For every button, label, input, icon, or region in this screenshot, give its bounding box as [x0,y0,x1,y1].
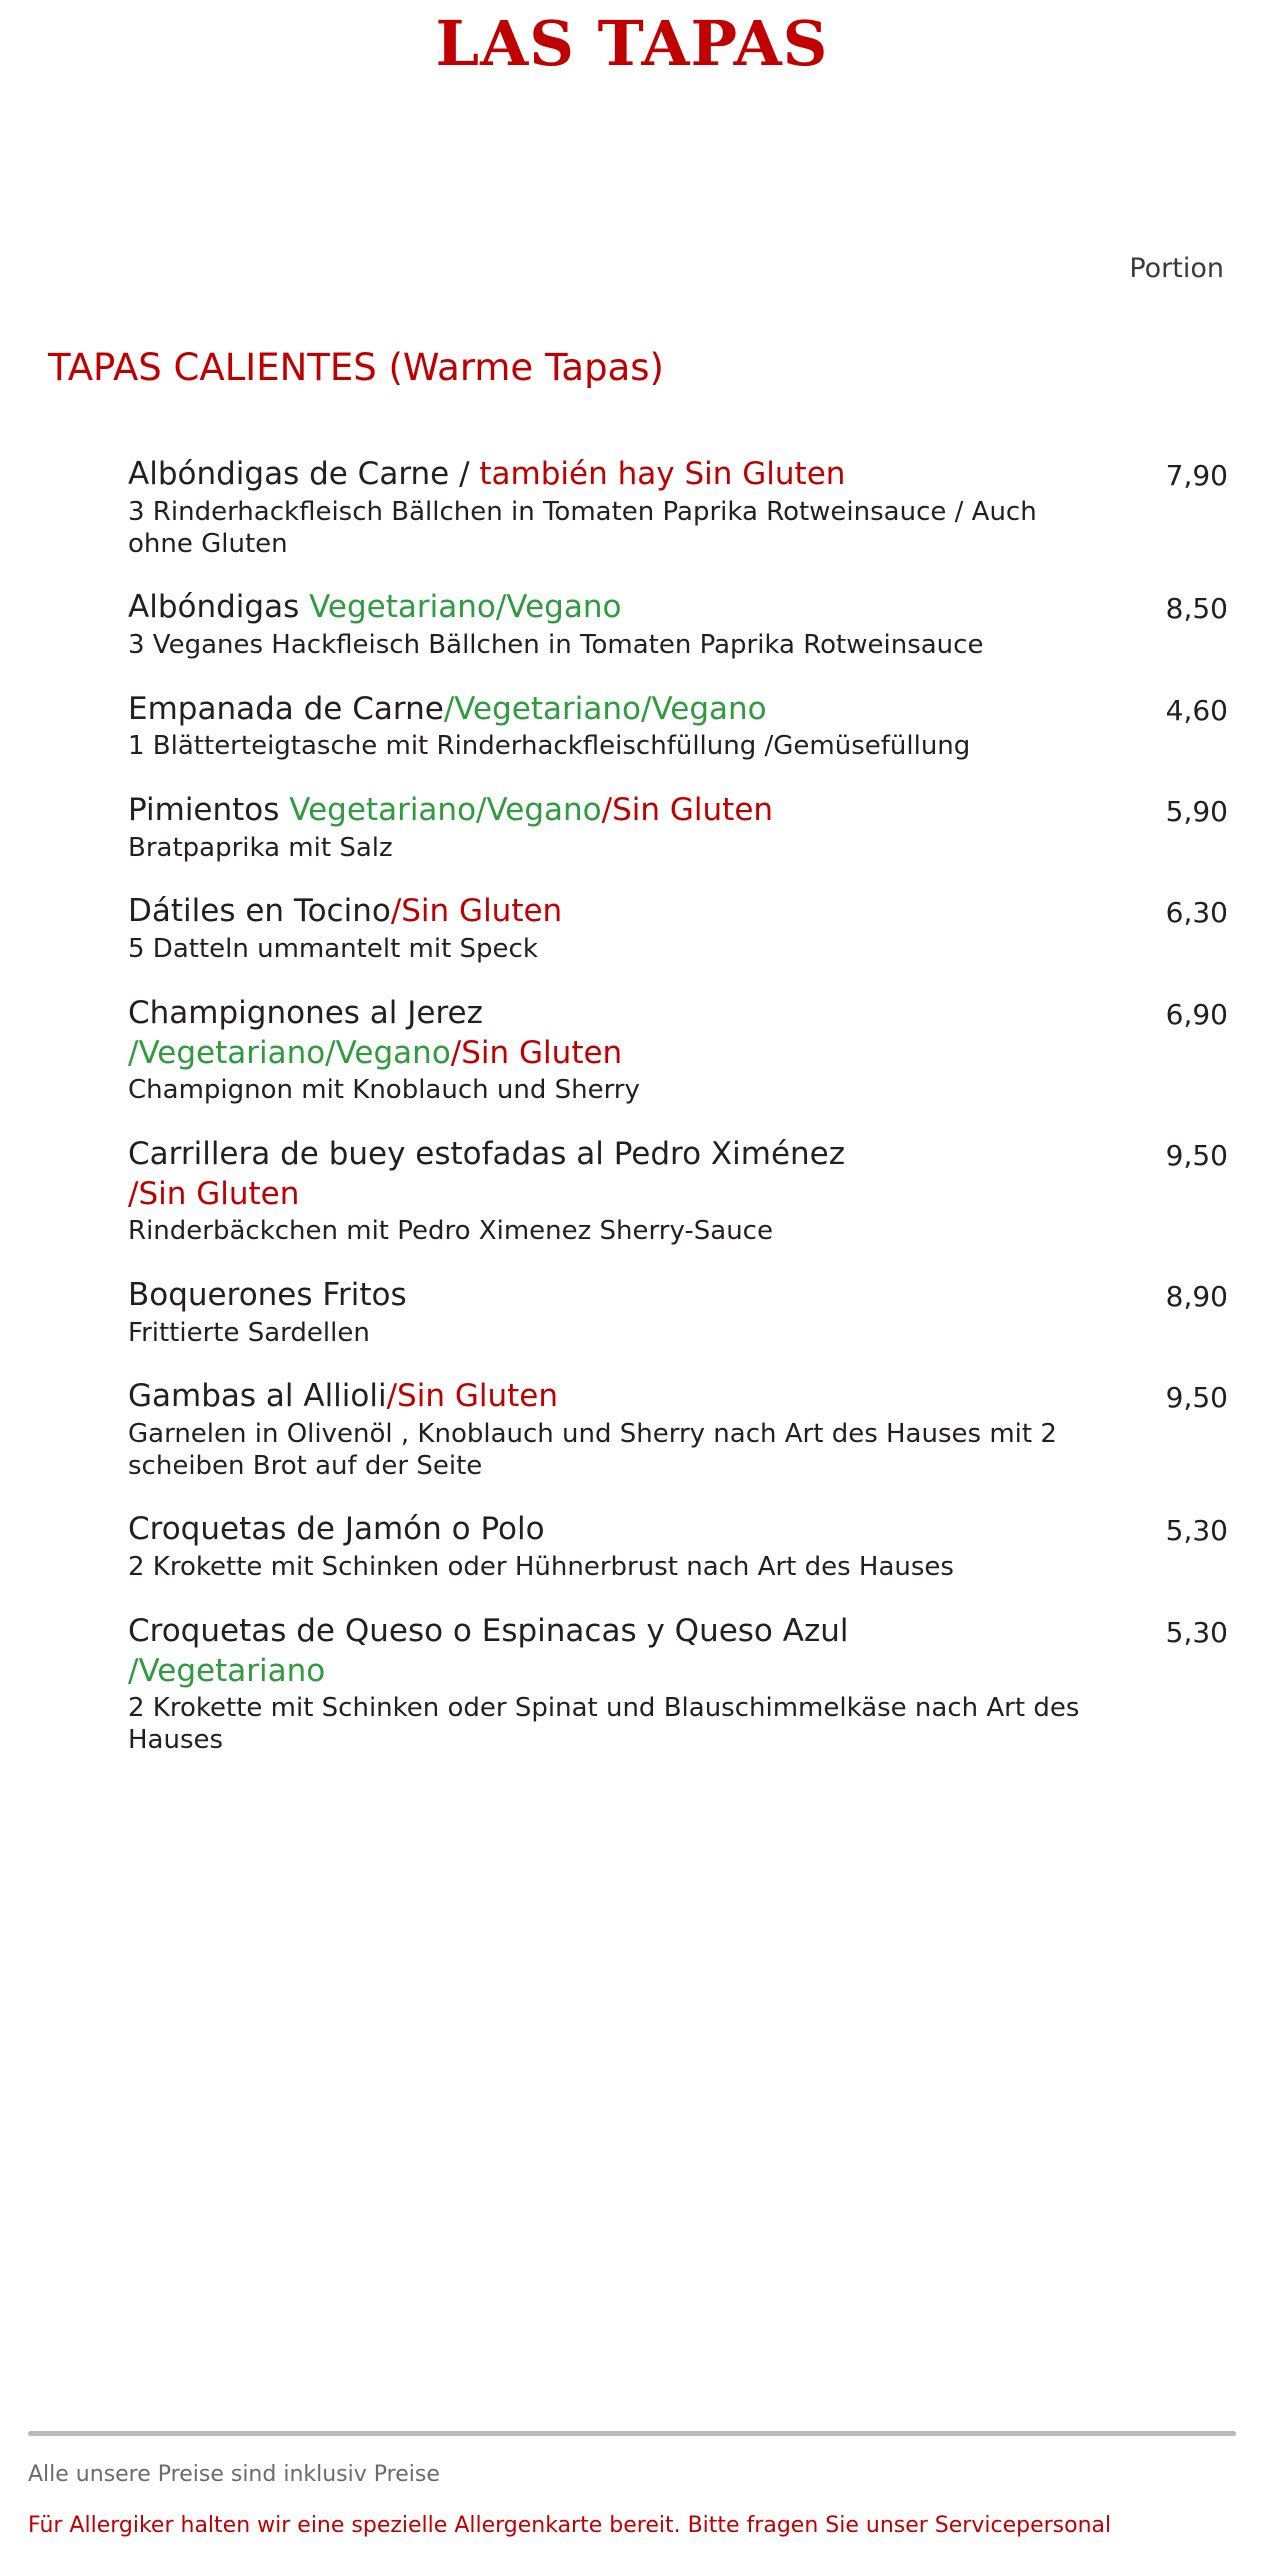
menu-item-description: 3 Veganes Hackfleisch Bällchen in Tomaten Paprika Rotweinsauce [128,629,984,660]
menu-item-description: Frittierte Sardellen [128,1317,370,1348]
tag-sin-gluten: /Sin Gluten [128,1175,300,1212]
menu-item-name [128,1377,1098,1417]
menu-item-price: 9,50 [1165,1138,1228,1172]
menu-item-name [128,690,1098,730]
menu-item-name [128,455,1098,495]
menu-item [128,892,1228,965]
tag-vegetariano: Vegetariano/Vegano [309,589,622,626]
menu-item-price: 9,50 [1165,1381,1228,1415]
menu-item [128,791,1228,864]
menu-item-description: Bratpaprika mit Salz [128,832,393,863]
section-heading-tapas-calientes: TAPAS CALIENTES (Warme Tapas) [48,346,664,390]
menu-item [128,1276,1228,1349]
menu-item-text [128,1276,1118,1349]
menu-item-price: 5,90 [1165,795,1228,829]
menu-item-price: 8,90 [1165,1279,1228,1313]
portion-column-header [0,253,1264,284]
page-footer [0,2431,1264,2560]
portion-label: Portion [1129,253,1224,285]
menu-item-price: 8,50 [1165,592,1228,626]
footer-price-note: Alle unsere Preise sind inklusiv Preise [28,2462,440,2487]
menu-item [128,1612,1228,1757]
menu-item-name [128,1510,1098,1550]
tag-vegetariano: /Vegetariano/Vegano [443,690,767,727]
menu-item-text [128,1612,1118,1757]
menu-item-name-text: Croquetas de Jamón o Polo [128,1511,545,1548]
menu-item-text [128,994,1118,1107]
menu-item-price: 5,30 [1165,1615,1228,1649]
menu-item [128,1135,1228,1248]
tag-sin-gluten: /Sin Gluten [601,792,774,829]
menu-item-text [128,588,1118,661]
menu-item-name-text: Albóndigas de Carne / [128,456,480,493]
menu-item-name [128,1276,1098,1316]
tag-sin-gluten: /Sin Gluten [450,1034,623,1071]
menu-item [128,1377,1228,1482]
menu-item-text [128,1377,1118,1482]
menu-item-name-text: Empanada de Carne [128,690,444,727]
menu-item-text [128,690,1118,763]
menu-item-description: 1 Blätterteigtasche mit Rinderhackfleischfüllung /Gemüsefüllung [128,731,971,762]
menu-item-name-text: Gambas al Allioli [128,1378,387,1415]
menu-item-name-text: Croquetas de Queso o Espinacas y Queso Azul [128,1612,849,1649]
menu-item-description: Champignon mit Knoblauch und Sherry [128,1075,640,1106]
menu-item-description: Garnelen in Olivenöl , Knoblauch und Sherry nach Art des Hauses mit 2 scheiben Brot auf der Seite [128,1419,1057,1481]
footer-allergy-note: Für Allergiker halten wir eine spezielle Allergenkarte bereit. Bitte fragen Sie unser Servicepersonal [28,2513,1112,2538]
menu-item-price: 5,30 [1165,1514,1228,1548]
menu-item-text [128,1510,1118,1583]
menu-item-description: 2 Krokette mit Schinken oder Hühnerbrust nach Art des Hauses [128,1552,954,1583]
menu-item-name [128,994,1098,1073]
menu-item-text [128,791,1118,864]
menu-item [128,1510,1228,1583]
menu-item-description: Rinderbäckchen mit Pedro Ximenez Sherry-Sauce [128,1216,773,1247]
menu-item-name [128,892,1098,932]
menu-item [128,994,1228,1107]
menu-item-price: 4,60 [1165,693,1228,727]
menu-item-name [128,1135,1098,1214]
tag-vegetariano: Vegetariano/Vegano [289,792,602,829]
tag-vegetariano: /Vegetariano/Vegano [128,1034,451,1071]
menu-item [128,690,1228,763]
menu-item [128,588,1228,661]
tag-sin-gluten: /Sin Gluten [386,1378,559,1415]
menu-item-list [0,455,1264,1756]
menu-item-name-text: Champignones al Jerez [128,994,483,1031]
menu-item-name [128,1612,1098,1691]
menu-item-name [128,588,1098,628]
menu-item-price: 6,30 [1165,896,1228,930]
menu-item-name [128,791,1098,831]
menu-item-name-text: Dátiles en Tocino [128,893,391,930]
menu-item [128,455,1228,560]
menu-item-description: 2 Krokette mit Schinken oder Spinat und Blauschimmelkäse nach Art des Hauses [128,1693,1080,1755]
tag-vegetariano: /Vegetariano [128,1652,326,1689]
menu-item-description: 3 Rinderhackfleisch Bällchen in Tomaten Paprika Rotweinsauce / Auch ohne Gluten [128,496,1037,559]
tag-sin-gluten: /Sin Gluten [390,893,563,930]
menu-item-price: 7,90 [1165,459,1228,493]
menu-item-text [128,455,1118,560]
menu-item-name-text: Carrillera de buey estofadas al Pedro Ximénez [128,1135,846,1172]
menu-item-text [128,1135,1118,1248]
footer-divider [28,2431,1236,2436]
page-title: LAS TAPAS [435,7,829,80]
menu-item-price: 6,90 [1165,997,1228,1031]
menu-item-name-text: Pimientos [128,792,290,829]
menu-item-name-text: Albóndigas [128,589,310,626]
menu-item-name-text: Boquerones Fritos [128,1276,407,1313]
menu-item-description: 5 Datteln ummantelt mit Speck [128,934,538,965]
menu-item-text [128,892,1118,965]
tag-sin-gluten: también hay Sin Gluten [479,456,846,493]
